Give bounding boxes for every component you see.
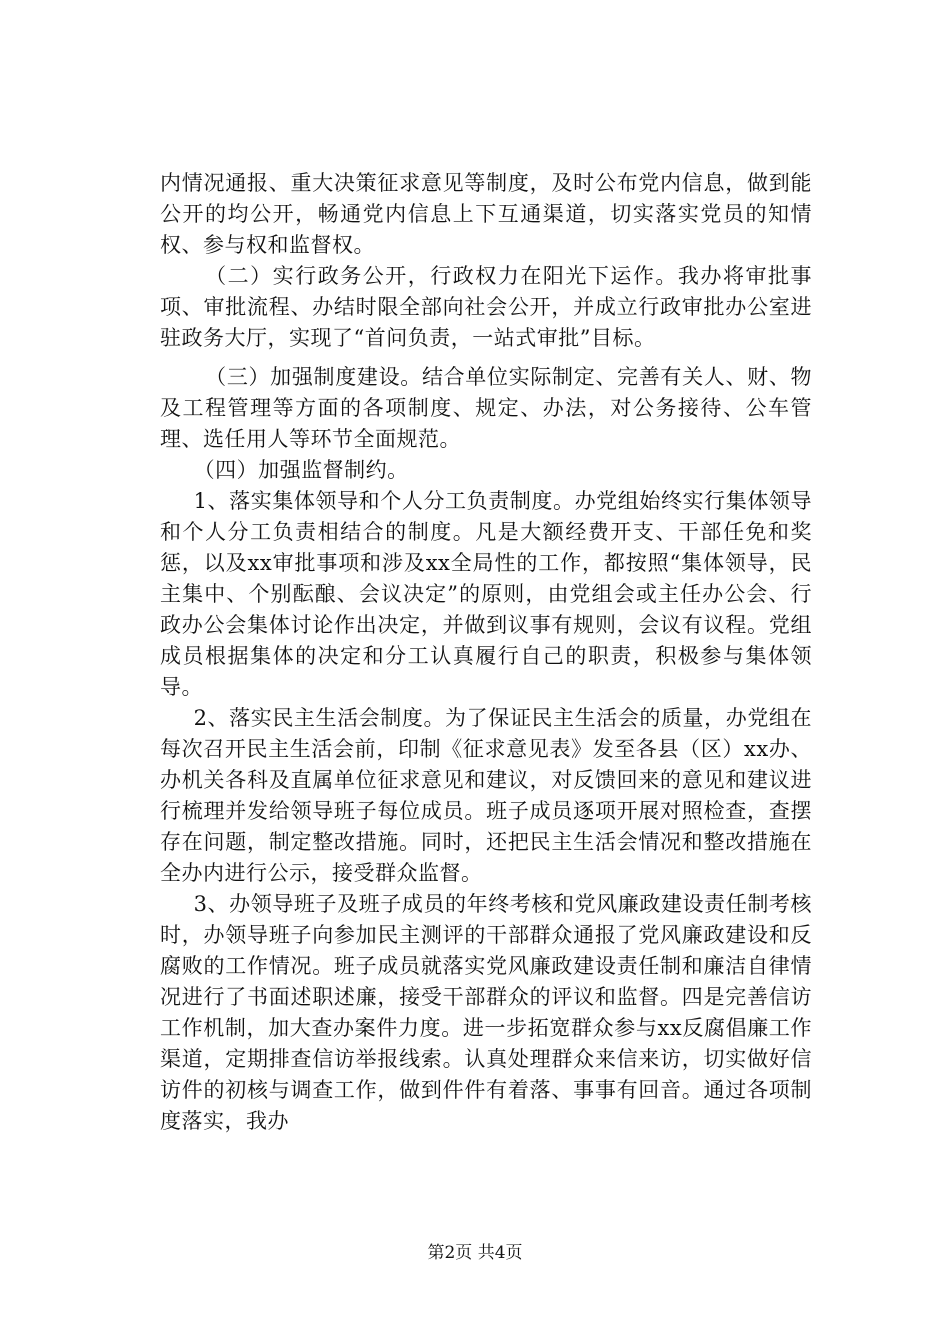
paragraph-section-4-heading: （四）加强监督制约。 — [193, 458, 409, 482]
document-body — [160, 168, 812, 1137]
paragraph-continued: 内情况通报、重大决策征求意见等制度，及时公布党内信息，做到能公开的均公开，畅通党内信息上下互通渠道，切实落实党员的知情权、参与权和监督权。 — [160, 171, 812, 257]
paragraph-item-1: 1、落实集体领导和个人分工负责制度。办党组始终实行集体领导和个人分工负责相结合的制度。凡是大额经费开支、干部任免和奖惩，以及xx审批事项和涉及xx全局性的工作，都按照“集体领导，民主集中、个别酝酿、会议决定”的原则，由党组会或主任办公会、行政办公会集体讨论作出决定，并做到议事有规则，会议有议程。党组成员根据集体的决定和分工认真履行自己的职责，积极参与集体领导。 — [160, 489, 812, 699]
page-number-footer: 第2页 共4页 — [427, 1243, 523, 1263]
paragraph-section-2: （二）实行政务公开，行政权力在阳光下运作。我办将审批事项、审批流程、办结时限全部向社会公开，并成立行政审批办公室进驻政务大厅，实现了“首问负责，一站式审批”目标。 — [160, 264, 812, 350]
paragraph-item-2: 2、落实民主生活会制度。为了保证民主生活会的质量，办党组在每次召开民主生活会前，印制《征求意见表》发至各县（区）xx办、办机关各科及直属单位征求意见和建议，对反馈回来的意见和建议进行梳理并发给领导班子每位成员。班子成员逐项开展对照检查，查摆存在问题，制定整改措施。同时，还把民主生活会情况和整改措施在全办内进行公示，接受群众监督。 — [160, 706, 812, 885]
paragraph-section-3: （三）加强制度建设。结合单位实际制定、完善有关人、财、物及工程管理等方面的各项制度、规定、办法，对公务接待、公车管理、选任用人等环节全面规范。 — [160, 365, 812, 451]
paragraph-item-3: 3、办领导班子及班子成员的年终考核和党风廉政建设责任制考核时，办领导班子向参加民主测评的干部群众通报了党风廉政建设和反腐败的工作情况。班子成员就落实党风廉政建设责任制和廉洁自律情况进行了书面述职述廉，接受干部群众的评议和监督。四是完善信访工作机制，加大查办案件力度。进一步拓宽群众参与xx反腐倡廉工作渠道，定期排查信访举报线索。认真处理群众来信来访，切实做好信访件的初核与调查工作，做到件件有着落、事事有回音。通过各项制度落实，我办 — [160, 892, 812, 1133]
